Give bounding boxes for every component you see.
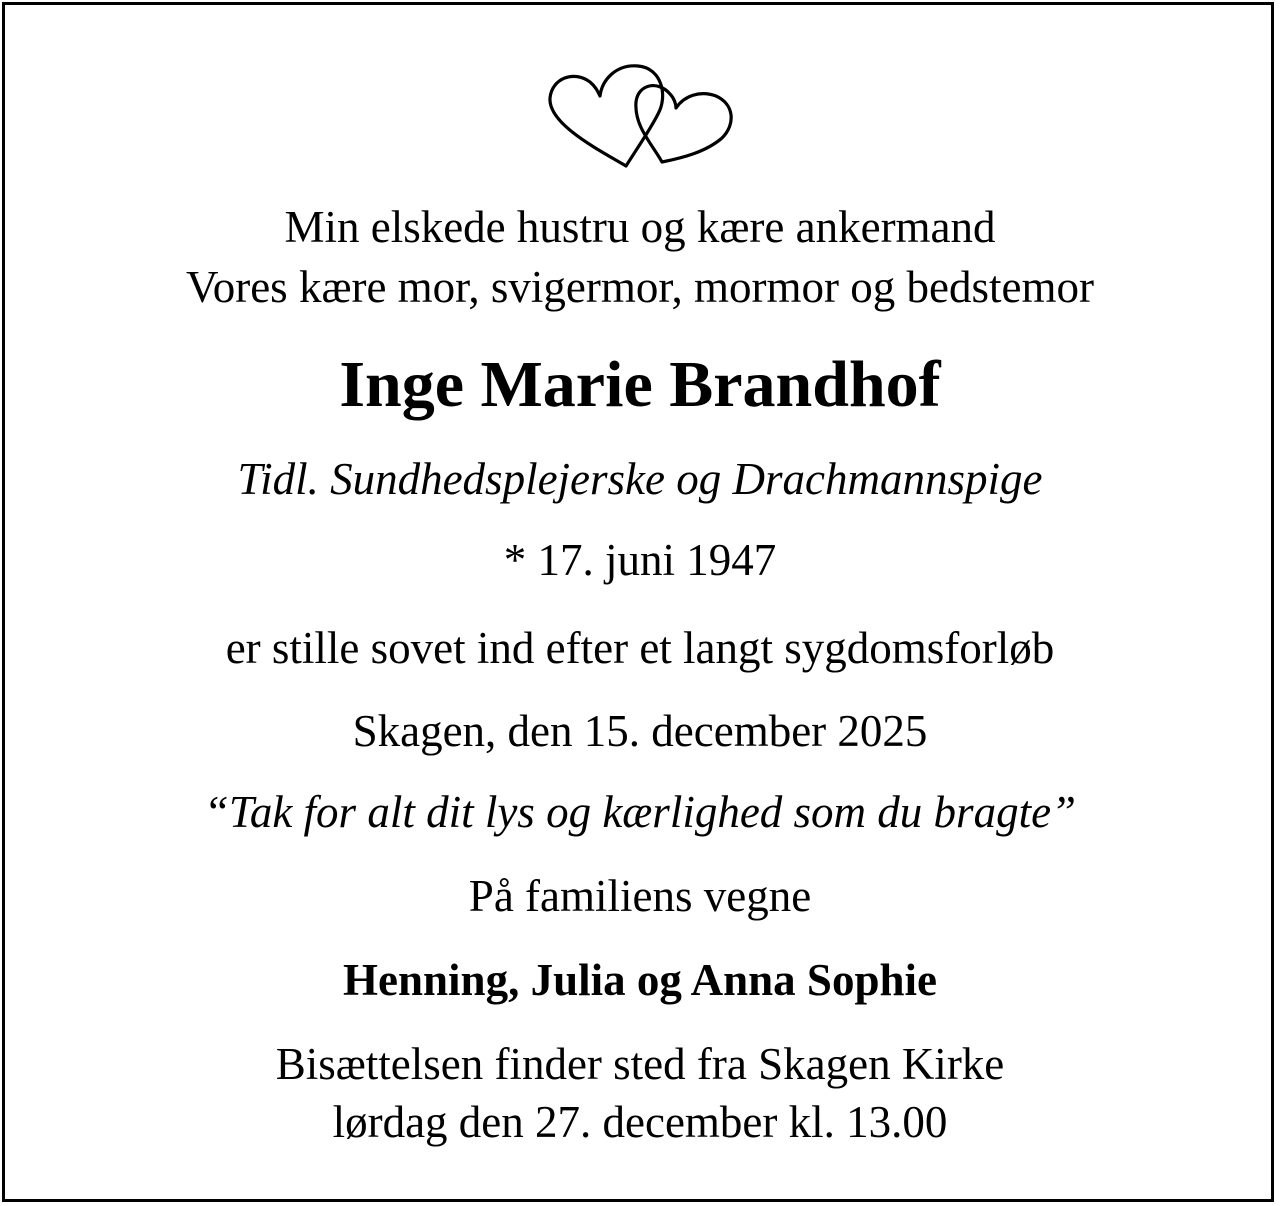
funeral-info-line-1: Bisættelsen finder sted fra Skagen Kirke [275, 1039, 1005, 1089]
family-names: Henning, Julia og Anna Sophie [343, 955, 937, 1005]
deceased-name: Inge Marie Brandhof [339, 348, 941, 421]
notice-border [2, 2, 1274, 1202]
on-behalf-text: På familiens vegne [468, 871, 812, 921]
deceased-occupation: Tidl. Sundhedsplejerske og Drachmannspige [237, 454, 1043, 504]
memorial-quote: “Tak for alt dit lys og kærlighed som du bragte” [203, 787, 1077, 837]
passing-message: er stille sovet ind efter et langt sygdomsforløb [225, 623, 1055, 673]
birth-date: * 17. juni 1947 [503, 535, 777, 585]
place-and-date: Skagen, den 15. december 2025 [352, 706, 928, 756]
two-hearts-icon [544, 62, 740, 172]
intro-line-2: Vores kære mor, svigermor, mormor og bedstemor [186, 262, 1094, 312]
funeral-info-line-2: lørdag den 27. december kl. 13.00 [332, 1097, 948, 1147]
intro-line-1: Min elskede hustru og kære ankermand [284, 202, 996, 252]
